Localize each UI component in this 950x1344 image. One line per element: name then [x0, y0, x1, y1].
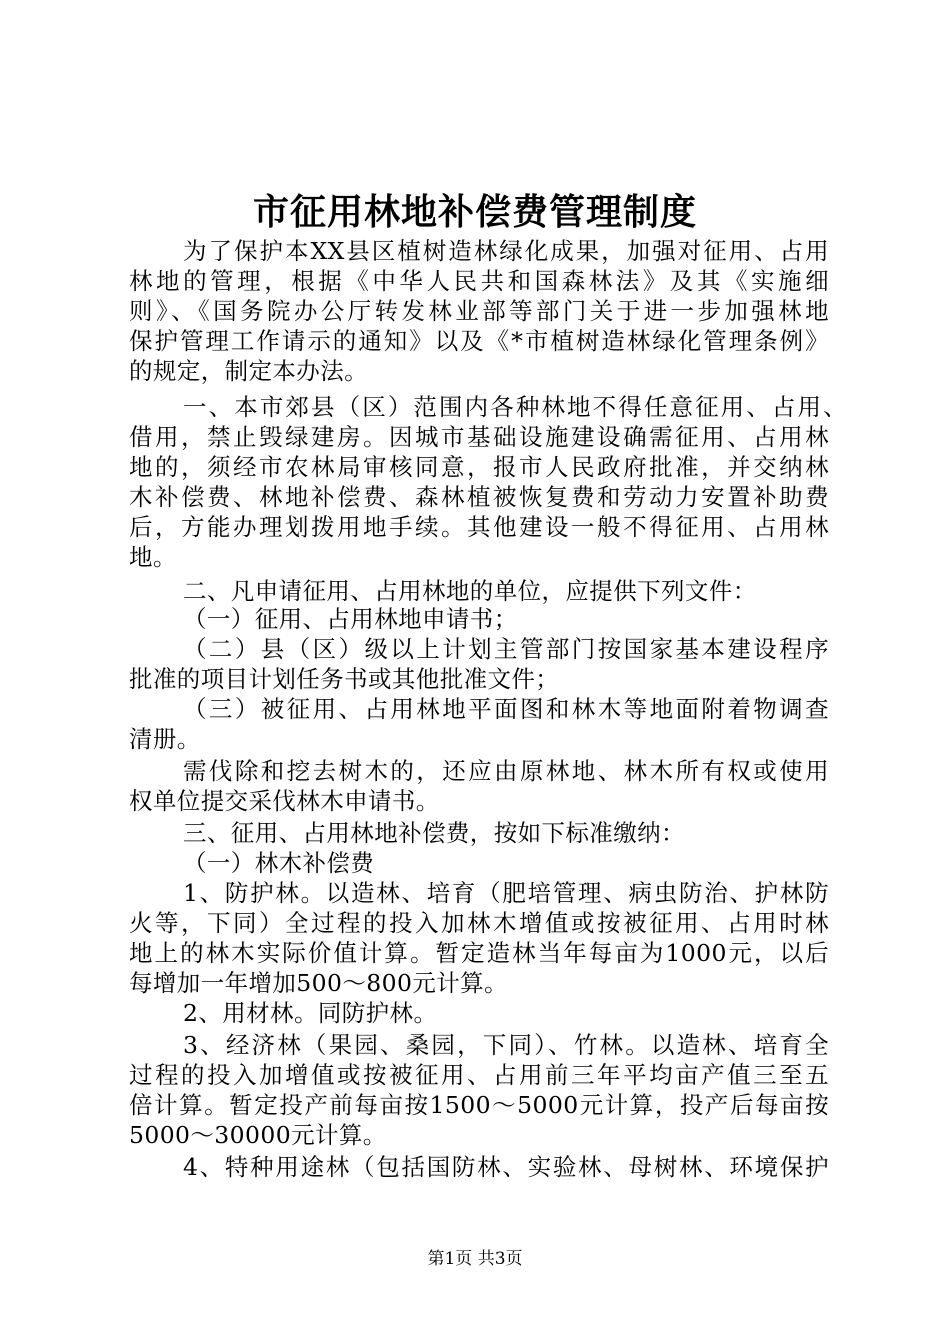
text-line: 每增加一年增加500～800元计算。	[129, 969, 508, 997]
text-line: 借用，禁止毁绿建房。因城市基础设施建设确需征用、占用林	[129, 423, 829, 451]
text-line: 权单位提交采伐林木申请书。	[129, 787, 440, 815]
text-line: 林地的管理，根据《中华人民共和国森林法》及其《实施细	[129, 267, 829, 295]
text-line: 保护管理工作请示的通知》以及《*市植树造林绿化管理条例》	[129, 327, 829, 355]
text-line: 2、用材林。同防护林。	[183, 999, 438, 1027]
text-line: 过程的投入加增值或按被征用、占用前三年平均亩产值三至五	[129, 1061, 829, 1089]
text-line: 4、特种用途林（包括国防林、实验林、母树林、环境保护	[183, 1153, 829, 1181]
text-line: 后，方能办理划拨用地手续。其他建设一般不得征用、占用林	[129, 513, 829, 541]
text-line: 木补偿费、林地补偿费、森林植被恢复费和劳动力安置补助费	[129, 483, 829, 511]
text-line: 一、本市郊县（区）范围内各种林地不得任意征用、占用、	[183, 393, 847, 421]
text-line: 的规定，制定本办法。	[129, 357, 368, 385]
text-line: 倍计算。暂定投产前每亩按1500～5000元计算，投产后每亩按	[129, 1091, 829, 1119]
text-line: 三、征用、占用林地补偿费，按如下标准缴纳：	[183, 819, 685, 847]
page-footer: 第1页 共3页	[427, 1249, 523, 1269]
document-title: 市征用林地补偿费管理制度	[252, 191, 697, 233]
text-line: 清册。	[129, 725, 201, 753]
text-line: 地。	[129, 543, 177, 571]
text-line: 为了保护本XX县区植树造林绿化成果，加强对征用、占用	[183, 237, 829, 265]
text-line: 地上的林木实际价值计算。暂定造林当年每亩为1000元，以后	[129, 939, 829, 967]
text-line: （三）被征用、占用林地平面图和林木等地面附着物调查	[183, 695, 829, 723]
text-line: 批准的项目计划任务书或其他批准文件；	[129, 665, 560, 693]
text-line: 需伐除和挖去树木的，还应由原林地、林木所有权或使用	[183, 757, 829, 785]
text-line: 5000～30000元计算。	[129, 1121, 387, 1149]
text-line: 二、凡申请征用、占用林地的单位，应提供下列文件：	[183, 577, 757, 605]
text-line: 3、经济林（果园、桑园，下同）、竹林。以造林、培育全	[183, 1031, 829, 1059]
text-line: （二）县（区）级以上计划主管部门按国家基本建设程序	[183, 635, 829, 663]
text-line: 则》、《国务院办公厅转发林业部等部门关于进一步加强林地	[129, 297, 829, 325]
text-line: （一）林木补偿费	[183, 849, 375, 877]
text-line: （一）征用、占用林地申请书；	[183, 605, 518, 633]
text-line: 火等，下同）全过程的投入加林木增值或按被征用、占用时林	[129, 909, 829, 937]
text-line: 地的，须经市农林局审核同意，报市人民政府批准，并交纳林	[129, 453, 829, 481]
text-line: 1、防护林。以造林、培育（肥培管理、病虫防治、护林防	[183, 879, 829, 907]
